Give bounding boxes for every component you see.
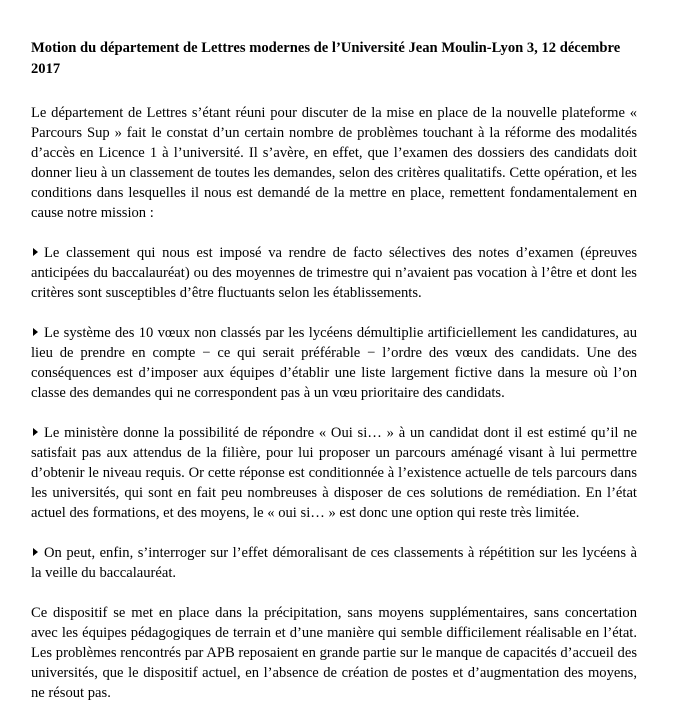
document-title: Motion du département de Lettres modernes de l’Université Jean Moulin-Lyon 3, 12 décembre 2017 [31, 40, 621, 77]
bullet-paragraph-4 [31, 543, 637, 583]
conclusion-paragraph: Ce dispositif se met en place dans la précipitation, sans moyens supplémentaires, sans concertation avec les équipes pédagogiques de terrain et d’une manière qui semble difficilement réalisable en l’état. Les problèmes rencontrés par APB reposaient en grande partie sur le manque de capacités d’accueil des universités, que le dispositif actuel, en l’absence de création de postes et d’augmentation des moyens, ne résout pas. [31, 605, 637, 701]
bullet-paragraph-2 [31, 323, 637, 403]
bullet-arrow-icon [33, 548, 38, 556]
bullet-text: Le système des 10 vœux non classés par les lycéens démultiplie artificiellement les candidatures, au lieu de prendre en compte − ce qui serait préférable − l’ordre des vœux des candidats. Une des conséquences est d’imposer aux équipes d’établir une liste largement fictive dans la mesure où l’on classe des demandes qui ne correspondent pas à un vœu prioritaire des candidats. [31, 325, 637, 401]
bullet-text: On peut, enfin, s’interroger sur l’effet démoralisant de ces classements à répétition sur les lycéens à la veille du baccalauréat. [31, 545, 637, 581]
bullet-paragraph-3 [31, 423, 637, 523]
bullet-arrow-icon [33, 248, 38, 256]
bullet-text: Le classement qui nous est imposé va rendre de facto sélectives des notes d’examen (épreuves anticipées du baccalauréat) ou des moyennes de trimestre qui n’avaient pas vocation à l’être et dont les critères sont susceptibles d’être fluctuants selon les établissements. [31, 245, 637, 301]
bullet-arrow-icon [33, 428, 38, 436]
bullet-text: Le ministère donne la possibilité de répondre « Oui si… » à un candidat dont il est estimé qu’il ne satisfait pas aux attendus de la filière, pour lui proposer un parcours aménagé visant à lui permettre d’obtenir le niveau requis. Or cette réponse est conditionnée à l’existence actuelle de tels parcours dans les universités, qui sont en fait peu nombreuses à disposer de ces solutions de remédiation. En l’état actuel des formations, et des moyens, le « oui si… » est donc une option qui reste très limitée. [31, 425, 637, 521]
document-page [31, 38, 637, 723]
bullet-arrow-icon [33, 328, 38, 336]
intro-paragraph: Le département de Lettres s’étant réuni pour discuter de la mise en place de la nouvelle plateforme « Parcours Sup » fait le constat d’un certain nombre de problèmes touchant à la réforme des modalités d’accès en Licence 1 à l’université. Il s’avère, en effet, que l’examen des dossiers des candidats doit donner lieu à un classement de toutes les demandes, selon des critères qualitatifs. Cette opération, et les conditions dans lesquelles il nous est demandé de la mettre en place, remettent fondamentalement en cause notre mission : [31, 105, 637, 221]
bullet-paragraph-1 [31, 243, 637, 303]
